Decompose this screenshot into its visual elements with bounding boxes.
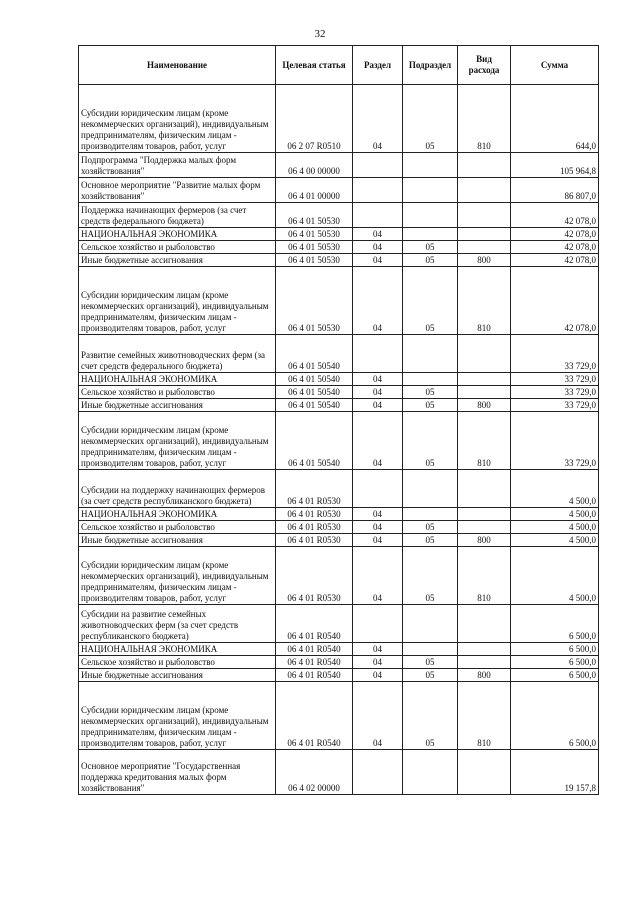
table-row [79, 203, 599, 228]
cell-section [353, 178, 403, 203]
cell-expense-type: 800 [458, 534, 511, 547]
cell-section: 04 [353, 228, 403, 241]
cell-name: Иные бюджетные ассигнования [79, 399, 276, 412]
header-name: Наименование [79, 46, 276, 85]
cell-target: 06 4 01 50540 [276, 335, 353, 373]
cell-subsection: 05 [403, 656, 458, 669]
cell-amount: 42 078,0 [511, 203, 599, 228]
cell-target: 06 4 01 50540 [276, 373, 353, 386]
table-row [79, 373, 599, 386]
cell-target: 06 4 01 50530 [276, 228, 353, 241]
cell-name: Субсидии юридическим лицам (кроме некоммерческих организаций), индивидуальным предпринимателям, физическим лицам - производителям товаров, работ, услуг [79, 267, 276, 335]
cell-expense-type [458, 521, 511, 534]
cell-section [353, 153, 403, 178]
cell-expense-type [458, 643, 511, 656]
table-row [79, 470, 599, 508]
cell-section: 04 [353, 373, 403, 386]
cell-name: НАЦИОНАЛЬНАЯ ЭКОНОМИКА [79, 373, 276, 386]
cell-section: 04 [353, 267, 403, 335]
cell-subsection: 05 [403, 267, 458, 335]
cell-subsection [403, 750, 458, 795]
cell-target: 06 4 00 00000 [276, 153, 353, 178]
cell-target: 06 4 01 R0540 [276, 669, 353, 682]
cell-section [353, 335, 403, 373]
cell-subsection: 05 [403, 254, 458, 267]
cell-expense-type [458, 508, 511, 521]
cell-target: 06 4 01 50530 [276, 254, 353, 267]
cell-expense-type: 800 [458, 669, 511, 682]
table-row [79, 412, 599, 470]
cell-name: Поддержка начинающих фермеров (за счет средств федерального бюджета) [79, 203, 276, 228]
cell-expense-type: 810 [458, 267, 511, 335]
cell-expense-type [458, 750, 511, 795]
cell-section: 04 [353, 534, 403, 547]
cell-amount: 6 500,0 [511, 605, 599, 643]
table-row [79, 254, 599, 267]
cell-amount: 33 729,0 [511, 399, 599, 412]
cell-amount: 42 078,0 [511, 228, 599, 241]
header-amount: Сумма [511, 46, 599, 85]
cell-name: Субсидии на поддержку начинающих фермеров (за счет средств республиканского бюджета) [79, 470, 276, 508]
cell-expense-type: 810 [458, 85, 511, 153]
cell-amount: 4 500,0 [511, 508, 599, 521]
cell-target: 06 4 01 50530 [276, 203, 353, 228]
cell-name: Субсидии юридическим лицам (кроме некоммерческих организаций), индивидуальным предпринимателям, физическим лицам - производителям товаров, работ, услуг [79, 412, 276, 470]
cell-section: 04 [353, 412, 403, 470]
cell-amount: 33 729,0 [511, 386, 599, 399]
page-number: 32 [314, 28, 326, 40]
table-row [79, 669, 599, 682]
cell-expense-type [458, 605, 511, 643]
cell-name: Иные бюджетные ассигнования [79, 669, 276, 682]
cell-subsection [403, 373, 458, 386]
cell-target: 06 4 01 R0530 [276, 508, 353, 521]
cell-target: 06 4 01 R0540 [276, 643, 353, 656]
cell-expense-type [458, 373, 511, 386]
cell-amount: 33 729,0 [511, 412, 599, 470]
cell-name: Сельское хозяйство и рыболовство [79, 656, 276, 669]
cell-section: 04 [353, 85, 403, 153]
cell-subsection: 05 [403, 521, 458, 534]
cell-name: Иные бюджетные ассигнования [79, 254, 276, 267]
table-row [79, 267, 599, 335]
cell-expense-type: 810 [458, 547, 511, 605]
cell-section [353, 750, 403, 795]
cell-subsection [403, 508, 458, 521]
table-row [79, 508, 599, 521]
budget-table [78, 45, 599, 795]
cell-expense-type [458, 656, 511, 669]
table-row [79, 85, 599, 153]
cell-section: 04 [353, 399, 403, 412]
cell-expense-type [458, 203, 511, 228]
cell-section: 04 [353, 656, 403, 669]
cell-amount: 42 078,0 [511, 241, 599, 254]
cell-expense-type [458, 470, 511, 508]
cell-name: Сельское хозяйство и рыболовство [79, 241, 276, 254]
cell-subsection [403, 605, 458, 643]
cell-name: Сельское хозяйство и рыболовство [79, 521, 276, 534]
cell-amount: 4 500,0 [511, 547, 599, 605]
cell-amount: 4 500,0 [511, 470, 599, 508]
cell-expense-type [458, 241, 511, 254]
table-row [79, 178, 599, 203]
table-row [79, 643, 599, 656]
cell-subsection [403, 335, 458, 373]
cell-name: Подпрограмма "Поддержка малых форм хозяйствования" [79, 153, 276, 178]
cell-name: Субсидии юридическим лицам (кроме некоммерческих организаций), индивидуальным предпринимателям, физическим лицам - производителям товаров, работ, услуг [79, 547, 276, 605]
table-row [79, 547, 599, 605]
table-row [79, 682, 599, 750]
cell-target: 06 2 07 R0510 [276, 85, 353, 153]
cell-section: 04 [353, 521, 403, 534]
cell-amount: 33 729,0 [511, 335, 599, 373]
cell-amount: 6 500,0 [511, 669, 599, 682]
cell-name: Сельское хозяйство и рыболовство [79, 386, 276, 399]
table-row [79, 399, 599, 412]
cell-amount: 644,0 [511, 85, 599, 153]
cell-section: 04 [353, 508, 403, 521]
cell-section [353, 605, 403, 643]
cell-section: 04 [353, 547, 403, 605]
cell-section: 04 [353, 682, 403, 750]
cell-subsection: 05 [403, 85, 458, 153]
table-row [79, 386, 599, 399]
cell-amount: 86 807,0 [511, 178, 599, 203]
cell-target: 06 4 01 R0530 [276, 547, 353, 605]
cell-amount: 6 500,0 [511, 643, 599, 656]
cell-target: 06 4 01 R0540 [276, 656, 353, 669]
table-body [79, 85, 599, 795]
cell-expense-type: 810 [458, 412, 511, 470]
cell-name: НАЦИОНАЛЬНАЯ ЭКОНОМИКА [79, 228, 276, 241]
cell-amount: 42 078,0 [511, 267, 599, 335]
header-target: Целевая статья [276, 46, 353, 85]
cell-expense-type [458, 335, 511, 373]
cell-name: НАЦИОНАЛЬНАЯ ЭКОНОМИКА [79, 643, 276, 656]
table-row [79, 534, 599, 547]
table-row [79, 241, 599, 254]
table-row [79, 750, 599, 795]
cell-expense-type [458, 178, 511, 203]
cell-amount: 4 500,0 [511, 521, 599, 534]
cell-target: 06 4 01 R0530 [276, 470, 353, 508]
cell-expense-type: 800 [458, 399, 511, 412]
cell-expense-type [458, 386, 511, 399]
cell-section: 04 [353, 254, 403, 267]
cell-subsection [403, 178, 458, 203]
table-row [79, 335, 599, 373]
cell-name: Субсидии на развитие семейных животноводческих ферм (за счет средств республиканского бюджета) [79, 605, 276, 643]
cell-amount: 105 964,8 [511, 153, 599, 178]
cell-subsection: 05 [403, 241, 458, 254]
cell-name: Основное мероприятие "Развитие малых форм хозяйствования" [79, 178, 276, 203]
cell-amount: 42 078,0 [511, 254, 599, 267]
cell-target: 06 4 01 R0530 [276, 521, 353, 534]
cell-name: Основное мероприятие "Государственная поддержка кредитования малых форм хозяйствования" [79, 750, 276, 795]
cell-amount: 6 500,0 [511, 682, 599, 750]
table-row [79, 228, 599, 241]
cell-expense-type [458, 228, 511, 241]
cell-target: 06 4 01 00000 [276, 178, 353, 203]
cell-subsection: 05 [403, 412, 458, 470]
cell-name: Развитие семейных животноводческих ферм (за счет средств федерального бюджета) [79, 335, 276, 373]
header-section: Раздел [353, 46, 403, 85]
cell-subsection [403, 153, 458, 178]
cell-amount: 33 729,0 [511, 373, 599, 386]
cell-subsection [403, 470, 458, 508]
cell-target: 06 4 01 50540 [276, 399, 353, 412]
table-header-row [79, 46, 599, 85]
cell-section: 04 [353, 386, 403, 399]
table-row [79, 521, 599, 534]
cell-target: 06 4 01 50530 [276, 267, 353, 335]
cell-amount: 4 500,0 [511, 534, 599, 547]
cell-target: 06 4 01 R0540 [276, 682, 353, 750]
header-expense-type: Вид расхода [458, 46, 511, 85]
cell-target: 06 4 01 R0540 [276, 605, 353, 643]
cell-amount: 6 500,0 [511, 656, 599, 669]
cell-subsection: 05 [403, 669, 458, 682]
cell-target: 06 4 01 R0530 [276, 534, 353, 547]
cell-section: 04 [353, 241, 403, 254]
cell-expense-type [458, 153, 511, 178]
header-subsection: Подраздел [403, 46, 458, 85]
cell-section [353, 203, 403, 228]
cell-amount: 19 157,8 [511, 750, 599, 795]
cell-subsection: 05 [403, 386, 458, 399]
cell-subsection [403, 203, 458, 228]
cell-subsection: 05 [403, 547, 458, 605]
cell-subsection [403, 643, 458, 656]
cell-name: Субсидии юридическим лицам (кроме некоммерческих организаций), индивидуальным предпринимателям, физическим лицам - производителям товаров, работ, услуг [79, 85, 276, 153]
cell-subsection: 05 [403, 534, 458, 547]
cell-section [353, 470, 403, 508]
cell-name: Иные бюджетные ассигнования [79, 534, 276, 547]
cell-target: 06 4 02 00000 [276, 750, 353, 795]
cell-section: 04 [353, 643, 403, 656]
cell-target: 06 4 01 50530 [276, 241, 353, 254]
cell-target: 06 4 01 50540 [276, 412, 353, 470]
table-row [79, 656, 599, 669]
cell-expense-type: 810 [458, 682, 511, 750]
table-row [79, 605, 599, 643]
cell-subsection: 05 [403, 682, 458, 750]
cell-name: Субсидии юридическим лицам (кроме некоммерческих организаций), индивидуальным предпринимателям, физическим лицам - производителям товаров, работ, услуг [79, 682, 276, 750]
cell-name: НАЦИОНАЛЬНАЯ ЭКОНОМИКА [79, 508, 276, 521]
table-row [79, 153, 599, 178]
cell-expense-type: 800 [458, 254, 511, 267]
cell-target: 06 4 01 50540 [276, 386, 353, 399]
cell-section: 04 [353, 669, 403, 682]
cell-subsection: 05 [403, 399, 458, 412]
cell-subsection [403, 228, 458, 241]
